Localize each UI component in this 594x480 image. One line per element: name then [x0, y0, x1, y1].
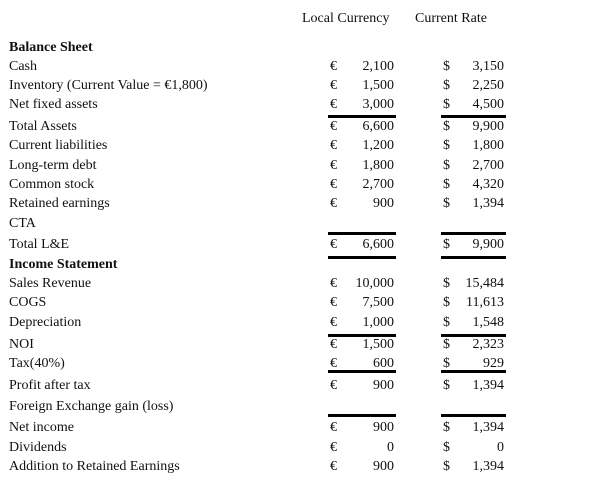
row-label: Profit after tax [9, 378, 91, 393]
current-rate-symbol: $ [443, 378, 450, 393]
row-label: Inventory (Current Value = €1,800) [9, 78, 208, 93]
table-row [0, 156, 594, 175]
row-label: Total L&E [9, 237, 70, 252]
local-column-rule [328, 334, 396, 337]
current-column-rule [441, 414, 506, 417]
row-label: Depreciation [9, 315, 82, 330]
local-amount: 1,800 [362, 158, 394, 173]
row-label: Net fixed assets [9, 97, 98, 112]
current-column-rule [441, 334, 506, 337]
section-heading: Income Statement [9, 257, 118, 272]
local-currency-symbol: € [330, 119, 337, 134]
local-currency-symbol: € [330, 196, 337, 211]
current-rate-symbol: $ [443, 420, 450, 435]
local-currency-header: Local Currency [302, 11, 390, 26]
current-rate-amount: 11,613 [466, 295, 504, 310]
table-row [0, 214, 594, 233]
local-amount: 7,500 [362, 295, 394, 310]
current-rate-amount: 1,394 [472, 378, 504, 393]
current-rate-symbol: $ [443, 295, 450, 310]
section-heading: Balance Sheet [9, 40, 93, 55]
table-row [0, 438, 594, 457]
table-row [0, 235, 594, 254]
local-currency-symbol: € [330, 158, 337, 173]
current-rate-amount: 2,250 [472, 78, 504, 93]
table-row [0, 117, 594, 136]
current-column-rule [441, 232, 506, 235]
local-column-rule [328, 370, 396, 373]
current-rate-amount: 1,394 [472, 420, 504, 435]
current-rate-symbol: $ [443, 119, 450, 134]
current-rate-symbol: $ [443, 59, 450, 74]
local-currency-symbol: € [330, 420, 337, 435]
table-row [0, 194, 594, 213]
local-currency-symbol: € [330, 78, 337, 93]
local-amount: 3,000 [362, 97, 394, 112]
current-column-rule [441, 115, 506, 118]
current-rate-amount: 929 [483, 356, 504, 371]
current-rate-symbol: $ [443, 356, 450, 371]
row-label: Total Assets [9, 119, 77, 134]
local-amount: 0 [387, 440, 394, 455]
local-currency-symbol: € [330, 295, 337, 310]
table-row [0, 457, 594, 476]
local-currency-symbol: € [330, 337, 337, 352]
local-amount: 900 [373, 196, 394, 211]
local-currency-symbol: € [330, 59, 337, 74]
local-amount: 6,600 [362, 237, 394, 252]
row-label: Sales Revenue [9, 276, 92, 291]
table-row [0, 95, 594, 114]
local-column-rule [328, 256, 396, 259]
table-row [0, 76, 594, 95]
local-currency-symbol: € [330, 237, 337, 252]
row-label: Foreign Exchange gain (loss) [9, 399, 174, 414]
current-rate-amount: 1,394 [472, 196, 504, 211]
local-amount: 1,000 [362, 315, 394, 330]
current-rate-amount: 9,900 [472, 237, 504, 252]
local-currency-symbol: € [330, 315, 337, 330]
local-amount: 900 [373, 420, 394, 435]
row-label: Current liabilities [9, 138, 108, 153]
local-amount: 600 [373, 356, 394, 371]
current-rate-amount: 2,700 [472, 158, 504, 173]
local-currency-symbol: € [330, 97, 337, 112]
current-column-rule [441, 370, 506, 373]
local-currency-symbol: € [330, 378, 337, 393]
current-column-rule [441, 256, 506, 259]
row-label: Retained earnings [9, 196, 110, 211]
current-rate-symbol: $ [443, 97, 450, 112]
current-rate-amount: 1,548 [472, 315, 504, 330]
table-row [0, 175, 594, 194]
table-row [0, 293, 594, 312]
current-rate-symbol: $ [443, 237, 450, 252]
table-row [0, 313, 594, 332]
current-rate-header: Current Rate [415, 11, 487, 26]
current-rate-amount: 3,150 [472, 59, 504, 74]
local-amount: 1,200 [362, 138, 394, 153]
row-label: Cash [9, 59, 37, 74]
row-label: COGS [9, 295, 47, 310]
local-currency-symbol: € [330, 440, 337, 455]
local-column-rule [328, 232, 396, 235]
current-rate-amount: 2,323 [472, 337, 504, 352]
row-label: Dividends [9, 440, 67, 455]
current-rate-symbol: $ [443, 276, 450, 291]
table-row [0, 38, 594, 57]
row-label: Common stock [9, 177, 95, 192]
table-row [0, 335, 594, 354]
row-label: Net income [9, 420, 74, 435]
local-currency-symbol: € [330, 138, 337, 153]
current-rate-amount: 9,900 [472, 119, 504, 134]
table-row [0, 274, 594, 293]
local-amount: 2,100 [362, 59, 394, 74]
current-rate-symbol: $ [443, 337, 450, 352]
row-label: CTA [9, 216, 36, 231]
current-rate-amount: 4,500 [472, 97, 504, 112]
current-rate-symbol: $ [443, 177, 450, 192]
current-rate-amount: 15,484 [465, 276, 504, 291]
local-amount: 900 [373, 378, 394, 393]
local-currency-symbol: € [330, 459, 337, 474]
current-rate-symbol: $ [443, 158, 450, 173]
table-row [0, 376, 594, 395]
local-amount: 6,600 [362, 119, 394, 134]
current-rate-symbol: $ [443, 440, 450, 455]
current-rate-amount: 1,800 [472, 138, 504, 153]
current-rate-symbol: $ [443, 138, 450, 153]
current-rate-symbol: $ [443, 459, 450, 474]
table-row [0, 136, 594, 155]
local-amount: 1,500 [362, 78, 394, 93]
current-rate-symbol: $ [443, 315, 450, 330]
local-amount: 900 [373, 459, 394, 474]
table-row [0, 418, 594, 437]
row-label: Addition to Retained Earnings [9, 459, 180, 474]
row-label: Long-term debt [9, 158, 97, 173]
local-amount: 10,000 [355, 276, 394, 291]
row-label: NOI [9, 337, 34, 352]
current-rate-amount: 4,320 [472, 177, 504, 192]
local-amount: 1,500 [362, 337, 394, 352]
current-rate-amount: 0 [497, 440, 504, 455]
local-column-rule [328, 414, 396, 417]
local-amount: 2,700 [362, 177, 394, 192]
local-currency-symbol: € [330, 177, 337, 192]
table-row [0, 57, 594, 76]
local-currency-symbol: € [330, 276, 337, 291]
current-rate-symbol: $ [443, 196, 450, 211]
row-label: Tax(40%) [9, 356, 65, 371]
local-column-rule [328, 115, 396, 118]
current-rate-symbol: $ [443, 78, 450, 93]
current-rate-amount: 1,394 [472, 459, 504, 474]
local-currency-symbol: € [330, 356, 337, 371]
